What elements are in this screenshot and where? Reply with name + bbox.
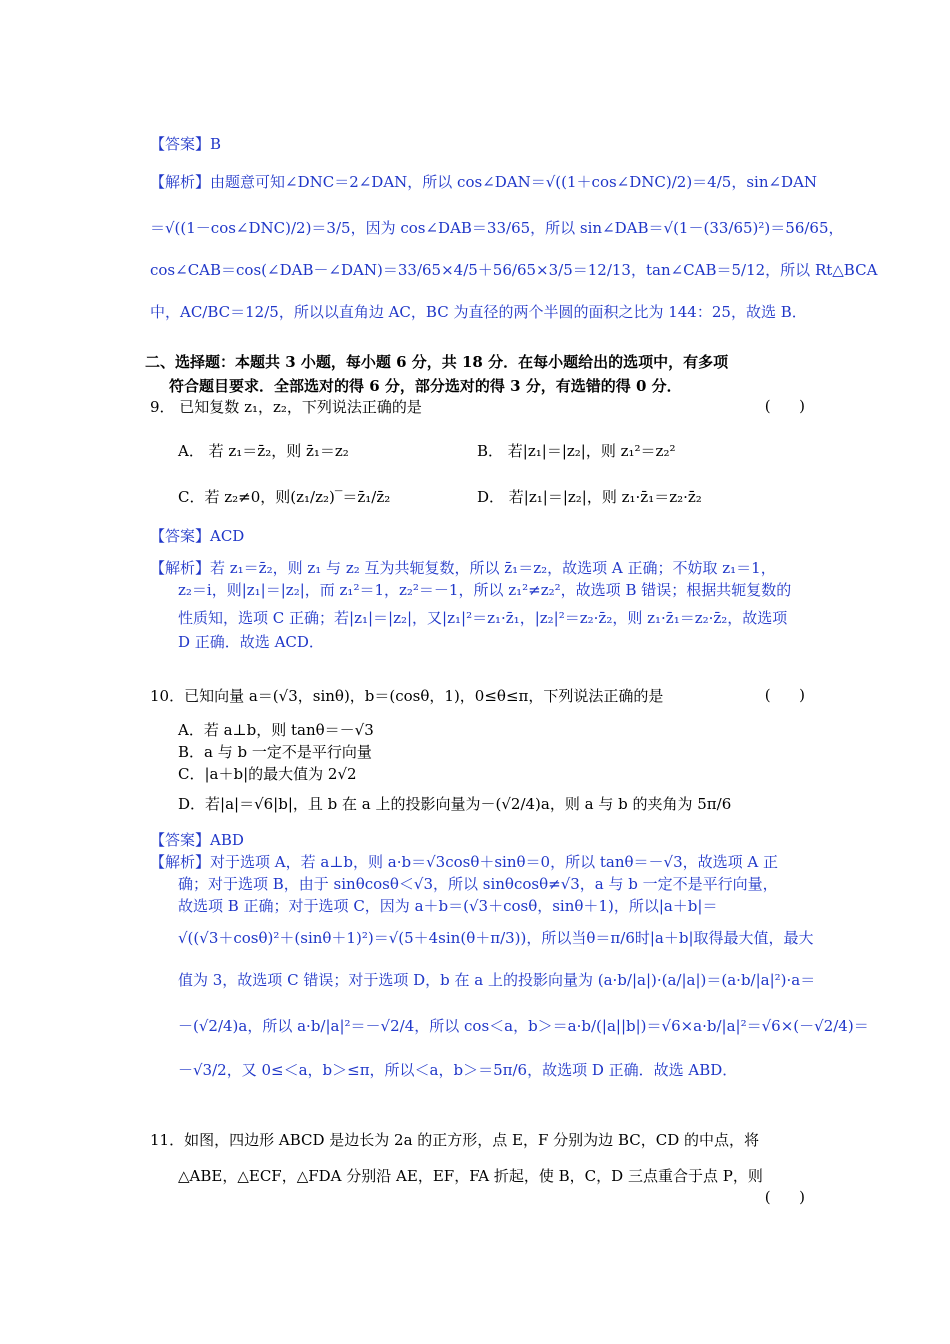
question-9: [150, 397, 805, 517]
question-10: [150, 686, 805, 826]
q9-answer: 【答案】ACD: [150, 527, 245, 545]
q10-analysis-line-2: 确；对于选项 B，由于 sinθcosθ＜√3，所以 sinθcosθ≠√3，a 与 b 一定不是平行向量，: [178, 875, 778, 893]
q8-analysis-line-3: cos∠CAB＝cos(∠DAB－∠DAN)＝33/65×4/5＋56/65×3/5＝12/13，tan∠CAB＝5/12，所以 Rt△BCA: [150, 261, 878, 279]
section-title-line-1: 二、选择题：本题共 3 小题，每小题 6 分，共 18 分．在每小题给出的选项中，有多项: [145, 353, 729, 371]
q10-stem: 10．已知向量 a＝(√3，sinθ)，b＝(cosθ，1)，0≤θ≤π，下列说法正确的是: [150, 687, 664, 705]
q9-analysis-line-2: z₂＝i，则|z₁|＝|z₂|，而 z₁²＝1，z₂²＝－1，所以 z₁²≠z₂²，故选项 B 错误；根据共轭复数的: [178, 581, 792, 599]
q10-answer-bracket: ( ): [764, 686, 805, 704]
q9-option-d: D． 若|z₁|＝|z₂|，则 z₁·z̄₁＝z₂·z̄₂: [477, 488, 702, 506]
section-title-line-2: 符合题目要求．全部选对的得 6 分，部分选对的得 3 分，有选错的得 0 分．: [169, 377, 682, 395]
q10-analysis-line-6: －(√2/4)a，所以 a·b/|a|²＝－√2/4，所以 cos＜a，b＞＝a·b/(|a||b|)＝√6×a·b/|a|²＝√6×(－√2/4)＝: [178, 1017, 869, 1035]
q8-analysis-line-1: 【解析】由题意可知∠DNC＝2∠DAN，所以 cos∠DAN＝√((1＋cos∠DNC)/2)＝4/5，sin∠DAN: [150, 173, 818, 191]
q8-analysis-line-2: ＝√((1－cos∠DNC)/2)＝3/5，因为 cos∠DAB＝33/65，所以 sin∠DAB＝√(1－(33/65)²)＝56/65，: [150, 219, 844, 237]
section-heading: [145, 352, 805, 396]
q10-option-c: C．|a＋b|的最大值为 2√2: [178, 765, 357, 783]
q9-analysis-line-3: 性质知，选项 C 正确；若|z₁|＝|z₂|，又|z₁|²＝z₁·z̄₁，|z₂|²＝z₂·z̄₂，则 z₁·z̄₁＝z₂·z̄₂，故选项: [178, 609, 788, 627]
q10-answer: 【答案】ABD: [150, 831, 244, 849]
q8-answer: 【答案】B: [150, 135, 222, 153]
q10-analysis-line-4: √((√3＋cosθ)²＋(sinθ＋1)²)＝√(5＋4sin(θ＋π/3))，所以当θ＝π/6时|a＋b|取得最大值，最大: [178, 929, 814, 947]
q9-stem: 9． 已知复数 z₁，z₂，下列说法正确的是: [150, 398, 422, 416]
q10-option-a: A．若 a⊥b，则 tanθ＝－√3: [178, 721, 374, 739]
q9-option-b: B． 若|z₁|＝|z₂|，则 z₁²＝z₂²: [477, 442, 676, 460]
q11-answer-bracket: ( ): [764, 1188, 805, 1206]
q10-option-b: B．a 与 b 一定不是平行向量: [178, 743, 372, 761]
q8-block: [150, 134, 878, 334]
q10-analysis-line-7: －√3/2，又 0≤＜a，b＞≤π，所以＜a，b＞＝5π/6，故选项 D 正确．故选 ABD．: [178, 1061, 738, 1079]
q10-analysis-line-1: 【解析】对于选项 A，若 a⊥b，则 a·b＝√3cosθ＋sinθ＝0，所以 tanθ＝－√3，故选项 A 正: [150, 853, 778, 871]
q9-option-a: A． 若 z₁＝z̄₂，则 z̄₁＝z₂: [178, 442, 349, 460]
q10-option-d: D．若|a|＝√6|b|，且 b 在 a 上的投影向量为－(√2/4)a，则 a 与 b 的夹角为 5π/6: [178, 795, 732, 813]
q9-analysis-line-4: D 正确．故选 ACD．: [178, 633, 324, 651]
q9-answer-bracket: ( ): [764, 397, 805, 415]
q11-stem-line-2: △ABE，△ECF，△FDA 分别沿 AE，EF，FA 折起，使 B，C，D 三点重合于点 P，则: [178, 1167, 763, 1185]
q11-stem-line-1: 11．如图，四边形 ABCD 是边长为 2a 的正方形，点 E，F 分别为边 BC，CD 的中点，将: [150, 1131, 759, 1149]
q9-option-c: C．若 z₂≠0，则(z₁/z₂)‾＝z̄₁/z̄₂: [178, 488, 391, 506]
q10-analysis-line-5: 值为 3，故选项 C 错误；对于选项 D，b 在 a 上的投影向量为 (a·b/|a|)·(a/|a|)＝(a·b/|a|²)·a＝: [178, 971, 816, 989]
q9-solution: [150, 526, 810, 656]
q9-analysis-line-1: 【解析】若 z₁＝z̄₂，则 z₁ 与 z₂ 互为共轭复数，所以 z̄₁＝z₂，故选项 A 正确；不妨取 z₁＝1，: [150, 559, 776, 577]
question-11: [150, 1130, 805, 1210]
q10-analysis-line-3: 故选项 B 正确；对于选项 C，因为 a＋b＝(√3＋cosθ，sinθ＋1)，所以|a＋b|＝: [178, 897, 718, 915]
q10-solution: [150, 830, 869, 1090]
q8-analysis-line-4: 中，AC/BC＝12/5，所以以直角边 AC，BC 为直径的两个半圆的面积之比为 144：25，故选 B．: [150, 303, 807, 321]
